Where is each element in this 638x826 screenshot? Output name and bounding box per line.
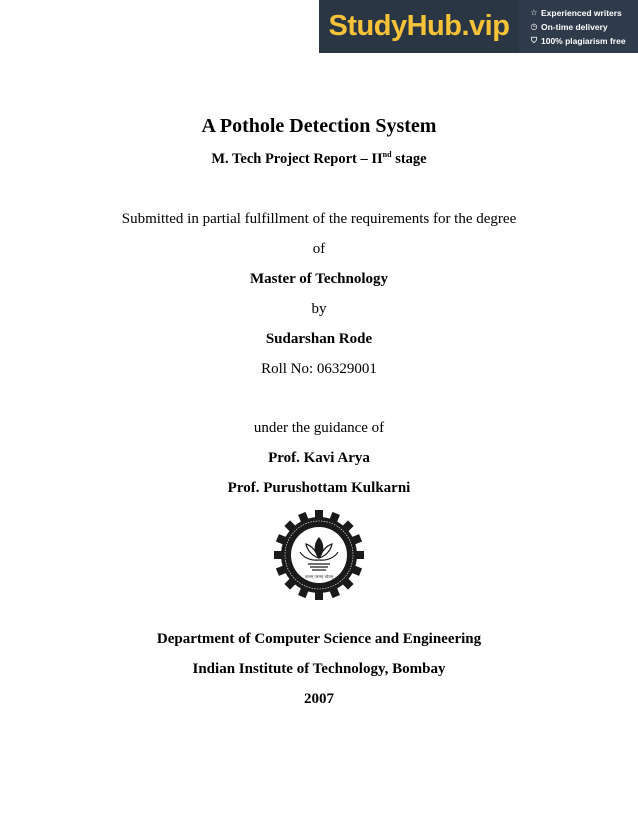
- perks-list: [519, 6, 638, 48]
- iit-bombay-emblem-icon: [274, 510, 364, 600]
- report-year: 2007: [304, 691, 334, 707]
- perk-text: On-time delivery: [541, 21, 608, 32]
- studyhub-logo[interactable]: StudyHub.vip: [319, 0, 519, 53]
- star-icon: ☆: [530, 7, 538, 17]
- perk-text: 100% plagiarism free: [541, 35, 626, 46]
- report-title: A Pothole Detection System: [201, 115, 437, 137]
- perk-text: Experienced writers: [541, 7, 622, 18]
- subtitle-sup: nd: [382, 150, 392, 160]
- report-subtitle: [0, 151, 638, 168]
- perk-item: [529, 20, 638, 34]
- institute-name: Indian Institute of Technology, Bombay: [192, 661, 446, 677]
- guide-1: Prof. Kavi Arya: [268, 450, 370, 466]
- guide-2: Prof. Purushottam Kulkarni: [227, 480, 411, 496]
- author-name: Sudarshan Rode: [265, 331, 373, 347]
- by-text: by: [311, 301, 327, 317]
- perk-item: [529, 34, 638, 48]
- department-name: Department of Computer Science and Engineering: [156, 631, 482, 647]
- subtitle-main: M. Tech Project Report – II: [211, 151, 383, 167]
- studyhub-banner[interactable]: [319, 0, 638, 53]
- shield-icon: ⛉: [531, 35, 537, 45]
- of-text: of: [312, 241, 326, 257]
- subtitle-end: stage: [391, 151, 427, 167]
- degree-name: Master of Technology: [249, 271, 389, 287]
- submitted-text: Submitted in partial fulfillment of the requirements for the degree: [121, 211, 517, 227]
- clock-icon: ◷: [530, 21, 538, 31]
- perk-item: [529, 6, 638, 20]
- roll-number: Roll No: 06329001: [261, 361, 377, 377]
- logo-motto: ज्ञानम् परमम् ध्येयम्: [305, 574, 333, 579]
- guidance-text: under the guidance of: [253, 420, 385, 436]
